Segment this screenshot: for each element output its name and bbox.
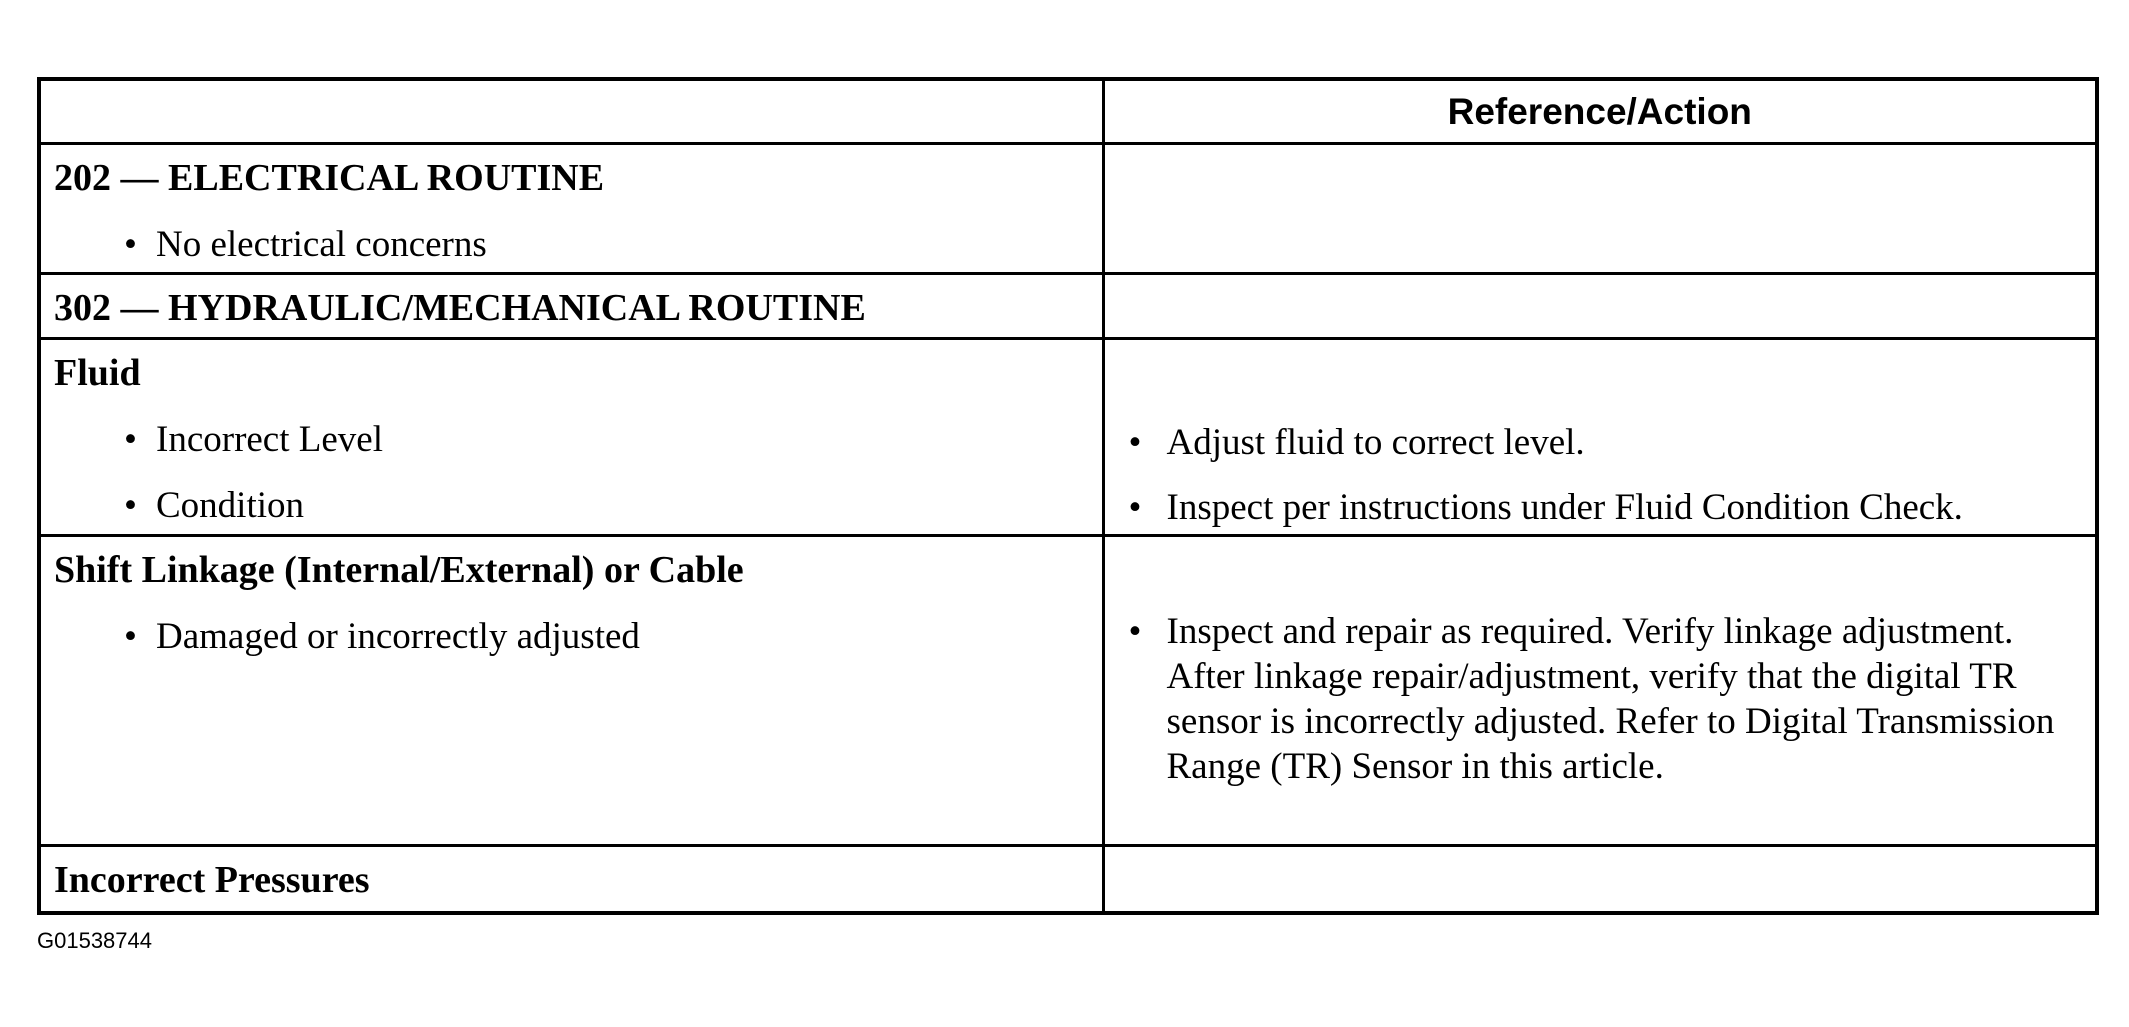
section-title: 302 — HYDRAULIC/MECHANICAL ROUTINE — [54, 286, 866, 329]
action-cell — [1103, 143, 2097, 273]
bullet-icon: • — [1128, 610, 1142, 652]
condition-cell — [39, 338, 1103, 535]
condition-cell — [39, 845, 1103, 913]
symptom-item — [41, 223, 1102, 265]
action-cell — [1103, 338, 2097, 535]
section-row-incorrect-pressures — [39, 845, 2097, 913]
symptom-text: Incorrect Level — [156, 418, 383, 460]
section-title: 202 — ELECTRICAL ROUTINE — [54, 156, 605, 199]
action-text: Adjust fluid to correct level. — [1166, 421, 1585, 463]
bullet-icon: • — [124, 615, 137, 657]
section-title: Incorrect Pressures — [54, 858, 370, 901]
header-condition-cell — [39, 79, 1103, 143]
action-item — [1105, 421, 2096, 464]
section-row-hydraulic — [39, 273, 2097, 338]
section-row-shift-linkage — [39, 535, 2097, 845]
header-row — [39, 79, 2097, 143]
action-text: Inspect per instructions under Fluid Condition Check. — [1166, 486, 1963, 528]
diagnostic-table — [37, 77, 2099, 915]
section-title: Shift Linkage (Internal/External) or Cable — [54, 548, 744, 591]
symptom-item — [41, 615, 1102, 657]
action-text: Inspect and repair as required. Verify linkage adjustment. After linkage repair/adjustment, verify that the digital TR sensor is incorrectly adjusted. Refer to Digital Transmission Range (TR) Sensor in this article. — [1166, 610, 2055, 787]
bullet-icon: • — [1128, 421, 1142, 463]
action-item — [1105, 486, 2096, 529]
action-cell — [1103, 845, 2097, 913]
action-item — [1105, 609, 2096, 789]
section-title: Fluid — [54, 351, 141, 394]
action-cell — [1103, 535, 2097, 845]
action-cell — [1103, 273, 2097, 338]
symptom-text: Damaged or incorrectly adjusted — [156, 615, 640, 657]
bullet-icon: • — [124, 418, 137, 460]
symptom-text: Condition — [156, 484, 305, 526]
symptom-text: No electrical concerns — [156, 223, 487, 265]
header-reference-action: Reference/Action — [1103, 79, 2097, 143]
bullet-icon: • — [1128, 486, 1142, 528]
condition-cell — [39, 273, 1103, 338]
condition-cell — [39, 535, 1103, 845]
section-row-fluid — [39, 338, 2097, 535]
bullet-icon: • — [124, 223, 137, 265]
symptom-item — [41, 418, 1102, 460]
condition-cell — [39, 143, 1103, 273]
section-row-electrical — [39, 143, 2097, 273]
figure-id: G01538744 — [37, 928, 152, 953]
symptom-item — [41, 484, 1102, 526]
bullet-icon: • — [124, 484, 137, 526]
